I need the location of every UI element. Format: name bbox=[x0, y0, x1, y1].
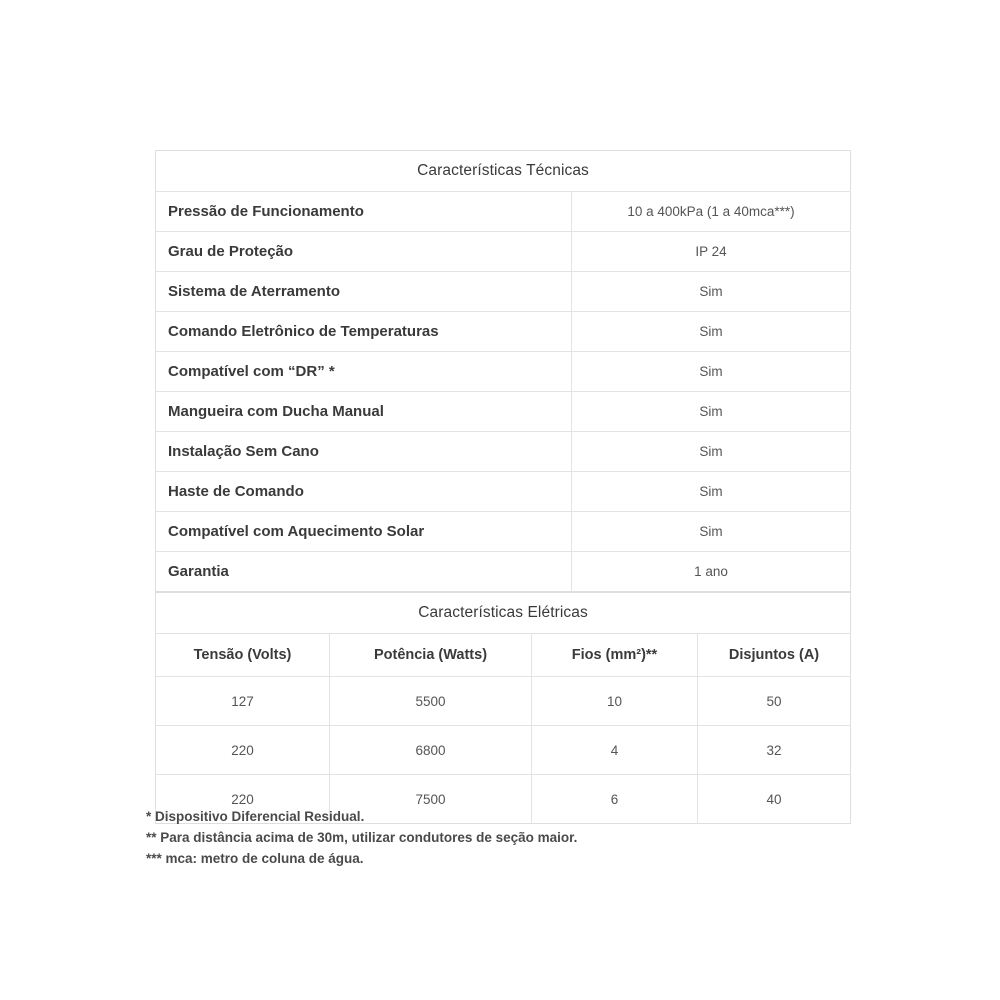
spec-label: Haste de Comando bbox=[156, 472, 572, 512]
column-header-tensao: Tensão (Volts) bbox=[156, 634, 330, 677]
cell-potencia: 6800 bbox=[330, 726, 532, 775]
table-row bbox=[156, 192, 851, 232]
spec-label: Comando Eletrônico de Temperaturas bbox=[156, 312, 572, 352]
spec-value: Sim bbox=[572, 472, 851, 512]
footnote-3: *** mca: metro de coluna de água. bbox=[146, 851, 364, 866]
table-header-row bbox=[156, 634, 851, 677]
footnote-1: * Dispositivo Diferencial Residual. bbox=[146, 809, 365, 824]
electrical-table-title: Características Elétricas bbox=[156, 593, 851, 634]
table-row bbox=[156, 472, 851, 512]
table-row bbox=[156, 232, 851, 272]
spec-label: Sistema de Aterramento bbox=[156, 272, 572, 312]
cell-potencia: 5500 bbox=[330, 677, 532, 726]
cell-tensao: 220 bbox=[156, 775, 330, 824]
cell-fios: 6 bbox=[532, 775, 698, 824]
electrical-specifications-table bbox=[155, 592, 851, 824]
spec-value: IP 24 bbox=[572, 232, 851, 272]
table-row bbox=[156, 512, 851, 552]
spec-value: 1 ano bbox=[572, 552, 851, 592]
spec-label: Pressão de Funcionamento bbox=[156, 192, 572, 232]
spec-label: Compatível com “DR” * bbox=[156, 352, 572, 392]
spec-label: Instalação Sem Cano bbox=[156, 432, 572, 472]
spec-label: Garantia bbox=[156, 552, 572, 592]
cell-fios: 10 bbox=[532, 677, 698, 726]
table-row bbox=[156, 352, 851, 392]
cell-disjuntos: 50 bbox=[698, 677, 851, 726]
spec-value: Sim bbox=[572, 432, 851, 472]
table-row bbox=[156, 432, 851, 472]
table-row bbox=[156, 392, 851, 432]
cell-potencia: 7500 bbox=[330, 775, 532, 824]
spec-label: Grau de Proteção bbox=[156, 232, 572, 272]
spec-value: Sim bbox=[572, 512, 851, 552]
cell-disjuntos: 40 bbox=[698, 775, 851, 824]
table-title-row bbox=[156, 151, 851, 192]
technical-table-title: Características Técnicas bbox=[156, 151, 851, 192]
column-header-disjuntos: Disjuntos (A) bbox=[698, 634, 851, 677]
column-header-fios: Fios (mm²)** bbox=[532, 634, 698, 677]
cell-fios: 4 bbox=[532, 726, 698, 775]
table-title-row bbox=[156, 593, 851, 634]
table-row bbox=[156, 312, 851, 352]
cell-disjuntos: 32 bbox=[698, 726, 851, 775]
spec-value: Sim bbox=[572, 272, 851, 312]
technical-specifications-table bbox=[155, 150, 851, 592]
spec-label: Mangueira com Ducha Manual bbox=[156, 392, 572, 432]
table-row bbox=[156, 677, 851, 726]
footnote-2: ** Para distância acima de 30m, utilizar condutores de seção maior. bbox=[146, 830, 578, 845]
spec-value: Sim bbox=[572, 312, 851, 352]
column-header-potencia: Potência (Watts) bbox=[330, 634, 532, 677]
spec-value: Sim bbox=[572, 392, 851, 432]
table-row bbox=[156, 552, 851, 592]
cell-tensao: 127 bbox=[156, 677, 330, 726]
table-row bbox=[156, 272, 851, 312]
footnotes bbox=[146, 806, 866, 869]
spec-label: Compatível com Aquecimento Solar bbox=[156, 512, 572, 552]
table-row bbox=[156, 726, 851, 775]
cell-tensao: 220 bbox=[156, 726, 330, 775]
spec-value: Sim bbox=[572, 352, 851, 392]
spec-value: 10 a 400kPa (1 a 40mca***) bbox=[572, 192, 851, 232]
